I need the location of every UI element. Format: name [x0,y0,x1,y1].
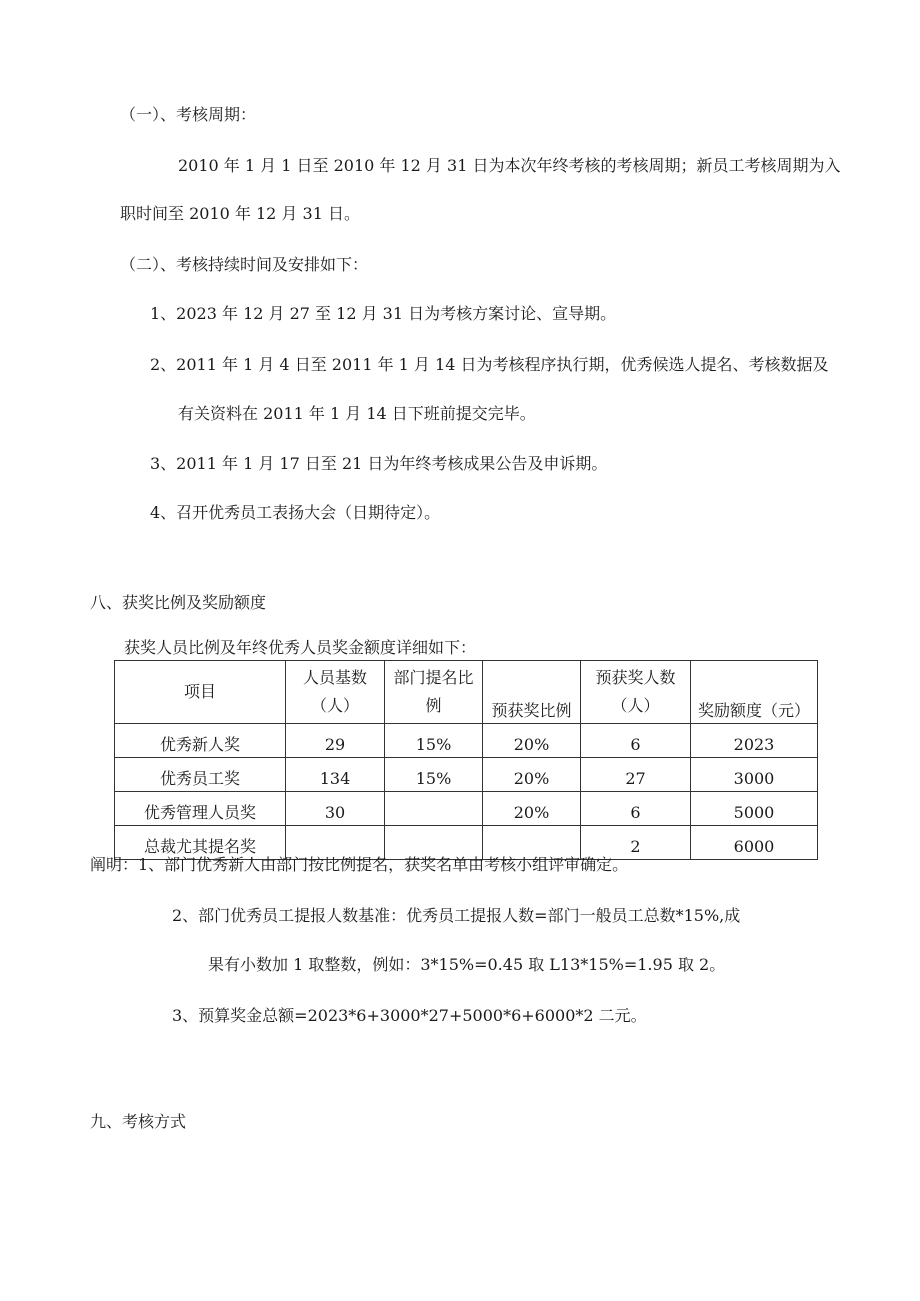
cell-pre-count: 2 [581,826,691,860]
cell-pre-ratio: 20% [483,758,581,792]
cell-dept-ratio [385,792,483,826]
cell-item: 优秀新人奖 [115,724,286,758]
subsection-title-cycle: （一）、考核周期： [120,105,257,124]
cell-pre-ratio: 20% [483,724,581,758]
section-heading-awards: 八、获奖比例及奖励额度 [90,593,267,612]
schedule-item-3: 3、2011 年 1 月 17 日至 21 日为年终考核成果公告及申诉期。 [150,454,608,473]
awards-table [114,660,818,860]
cell-pre-count: 6 [581,792,691,826]
header-dept-ratio: 部门提名比 例 [385,661,483,724]
header-amount: 奖励额度（元） [691,661,818,724]
note-3: 3、预算奖金总额=2023*6+3000*27+5000*6+6000*2 二元。 [172,1006,647,1025]
paragraph-cycle-line1: 2010 年 1 月 1 日至 2010 年 12 月 31 日为本次年终考核的考核周期；新员工考核周期为入 [178,156,841,175]
cell-pre-count: 6 [581,724,691,758]
cell-amount: 6000 [691,826,818,860]
cell-pre-ratio: 20% [483,792,581,826]
table-row [115,792,818,826]
cell-amount: 2023 [691,724,818,758]
paragraph-cycle-line2: 职时间至 2010 年 12 月 31 日。 [120,204,360,223]
note-1: 阐明：1、部门优秀新人由部门按比例提名，获奖名单由考核小组评审确定。 [90,855,629,874]
cell-amount: 5000 [691,792,818,826]
table-row [115,724,818,758]
schedule-item-1: 1、2023 年 12 月 27 至 12 月 31 日为考核方案讨论、宣导期。 [150,304,617,323]
schedule-item-4: 4、召开优秀员工表扬大会（日期待定）。 [150,503,441,522]
cell-dept-ratio: 15% [385,724,483,758]
awards-intro: 获奖人员比例及年终优秀人员奖金额度详细如下： [124,638,477,657]
note-2-line1: 2、部门优秀员工提报人数基准：优秀员工提报人数=部门一般员工总数*15%,成 [172,906,741,925]
schedule-item-2-line2: 有关资料在 2011 年 1 月 14 日下班前提交完毕。 [178,404,536,423]
cell-dept-ratio: 15% [385,758,483,792]
cell-item: 优秀管理人员奖 [115,792,286,826]
section-heading-method: 九、考核方式 [90,1112,187,1131]
header-base: 人员基数 （人） [286,661,385,724]
cell-item: 总裁尤其提名奖 [115,826,286,860]
subsection-title-schedule: （二）、考核持续时间及安排如下： [120,255,369,274]
header-item: 项目 [115,661,286,724]
table-row [115,758,818,792]
note-2-line2: 果有小数加 1 取整数，例如：3*15%=0.45 取 L13*15%=1.95 取 2。 [208,955,726,974]
cell-amount: 3000 [691,758,818,792]
table-header-row [115,661,818,724]
header-pre-ratio: 预获奖比例 [483,661,581,724]
schedule-item-2-line1: 2、2011 年 1 月 4 日至 2011 年 1 月 14 日为考核程序执行期，优秀候选人提名、考核数据及 [150,355,829,374]
cell-base: 134 [286,758,385,792]
cell-base: 29 [286,724,385,758]
cell-base: 30 [286,792,385,826]
cell-item: 优秀员工奖 [115,758,286,792]
header-pre-count: 预获奖人数 （人） [581,661,691,724]
cell-pre-count: 27 [581,758,691,792]
